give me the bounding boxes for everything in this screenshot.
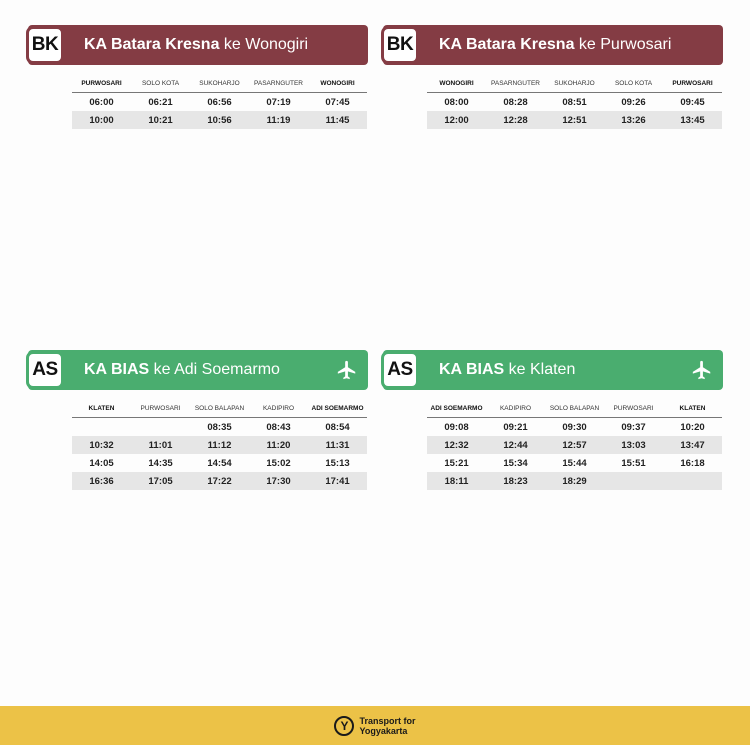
departure-time: 12:00 [427, 111, 486, 129]
departure-time: 14:05 [89, 457, 114, 469]
departure-time: 12:44 [486, 436, 545, 454]
timetable-header-row [72, 75, 367, 93]
station-header: PURWOSARI [604, 400, 663, 418]
table-row [427, 436, 722, 454]
route-title [439, 361, 575, 379]
departure-time: 09:21 [503, 421, 528, 433]
departure-time: 08:54 [325, 421, 350, 433]
table-row [72, 418, 367, 437]
departure-time: 08:35 [207, 421, 232, 433]
departure-time: 15:44 [562, 457, 587, 469]
departure-time: 12:28 [486, 111, 545, 129]
departure-time: 09:08 [444, 421, 469, 433]
departure-time: 09:45 [680, 96, 705, 108]
departure-time: 06:00 [89, 96, 114, 108]
transport-logo-icon: Y [334, 716, 354, 736]
route-badge [26, 26, 64, 64]
station-header: KLATEN [72, 400, 131, 418]
table-row [427, 111, 722, 129]
panel-header [383, 350, 723, 390]
departure-time: 07:19 [266, 96, 291, 108]
departure-time: 09:37 [621, 421, 646, 433]
departure-time: 12:32 [427, 436, 486, 454]
timetable [72, 400, 367, 490]
timetable [427, 75, 722, 129]
table-row [72, 436, 367, 454]
departure-time: 11:19 [249, 111, 308, 129]
route-title [439, 36, 671, 54]
route-badge [381, 351, 419, 389]
departure-time: 08:00 [444, 96, 469, 108]
station-header: PURWOSARI [663, 75, 722, 93]
departure-time: 11:12 [190, 436, 249, 454]
departure-time: 11:20 [249, 436, 308, 454]
table-row [427, 454, 722, 472]
departure-time: 06:56 [207, 96, 232, 108]
departure-time: 15:21 [444, 457, 469, 469]
brand-line-2: Yogyakarta [359, 725, 408, 736]
route-title [84, 361, 280, 379]
panel-bk-purwosari [383, 25, 723, 129]
panel-as-klaten [383, 350, 723, 490]
departure-time: 15:02 [266, 457, 291, 469]
station-header: PURWOSARI [131, 400, 190, 418]
departure-time: 12:57 [545, 436, 604, 454]
departure-time: 11:45 [308, 111, 367, 129]
route-code: BK [386, 34, 414, 55]
table-row [72, 472, 367, 490]
route-title-destination: ke Purwosari [574, 36, 672, 53]
departure-time: 15:34 [503, 457, 528, 469]
route-badge [381, 26, 419, 64]
route-title-name: KA BIAS [439, 361, 505, 378]
airplane-icon [691, 359, 713, 381]
station-header: WONOGIRI [427, 75, 486, 93]
departure-time: 10:21 [131, 111, 190, 129]
timetable-header-row [72, 400, 367, 418]
station-header: SOLO KOTA [131, 75, 190, 93]
departure-time: 18:29 [545, 472, 604, 490]
departure-time: 15:13 [325, 457, 350, 469]
timetable-header-row [427, 75, 722, 93]
route-code: AS [32, 359, 58, 380]
route-title-destination: ke Klaten [504, 361, 576, 378]
timetable-header-row [427, 400, 722, 418]
station-header: ADI SOEMARMO [308, 400, 367, 418]
station-header: PURWOSARI [72, 75, 131, 93]
timetable [427, 400, 722, 490]
departure-time: 12:51 [545, 111, 604, 129]
brand-line-1: Transport for [359, 715, 416, 726]
departure-time: 13:26 [604, 111, 663, 129]
departure-time [663, 472, 722, 490]
station-header: PASARNGUTER [249, 75, 308, 93]
station-header: SOLO BALAPAN [190, 400, 249, 418]
table-row [72, 454, 367, 472]
departure-time: 10:32 [72, 436, 131, 454]
panel-bk-wonogiri [28, 25, 368, 129]
route-code: AS [387, 359, 413, 380]
station-header: SOLO KOTA [604, 75, 663, 93]
route-badge [26, 351, 64, 389]
route-title-destination: ke Wonogiri [219, 36, 309, 53]
station-header: ADI SOEMARMO [427, 400, 486, 418]
departure-time: 14:35 [148, 457, 173, 469]
route-title [84, 36, 308, 54]
timetable [72, 75, 367, 129]
station-header: KADIPIRO [249, 400, 308, 418]
departure-time: 13:47 [663, 436, 722, 454]
departure-time: 17:05 [131, 472, 190, 490]
panel-as-adi-soemarmo [28, 350, 368, 490]
departure-time: 11:31 [308, 436, 367, 454]
departure-time: 17:22 [190, 472, 249, 490]
departure-time: 10:00 [72, 111, 131, 129]
departure-time [604, 472, 663, 490]
route-title-name: KA Batara Kresna [84, 36, 220, 53]
departure-time: 17:30 [249, 472, 308, 490]
departure-time [131, 418, 190, 437]
departure-time: 15:51 [621, 457, 646, 469]
station-header: PASARNGUTER [486, 75, 545, 93]
departure-time: 11:01 [131, 436, 190, 454]
table-row [427, 93, 722, 112]
station-header: SOLO BALAPAN [545, 400, 604, 418]
departure-time: 10:20 [680, 421, 705, 433]
departure-time: 13:45 [663, 111, 722, 129]
panel-header [28, 350, 368, 390]
panel-header [28, 25, 368, 65]
departure-time: 18:11 [427, 472, 486, 490]
departure-time: 08:43 [266, 421, 291, 433]
table-row [427, 472, 722, 490]
departure-time: 10:56 [190, 111, 249, 129]
footer-bar [0, 706, 750, 745]
departure-time: 17:41 [308, 472, 367, 490]
airplane-icon [336, 359, 358, 381]
departure-time: 14:54 [207, 457, 232, 469]
panel-header [383, 25, 723, 65]
station-header: KLATEN [663, 400, 722, 418]
table-row [72, 111, 367, 129]
route-title-destination: ke Adi Soemarmo [149, 361, 280, 378]
departure-time: 08:28 [503, 96, 528, 108]
brand-name [359, 716, 415, 736]
route-code: BK [31, 34, 59, 55]
departure-time: 07:45 [325, 96, 350, 108]
departure-time: 16:18 [680, 457, 705, 469]
departure-time: 09:26 [621, 96, 646, 108]
route-title-name: KA BIAS [84, 361, 150, 378]
departure-time: 08:51 [562, 96, 587, 108]
table-row [427, 418, 722, 437]
station-header: SUKOHARJO [190, 75, 249, 93]
departure-time: 09:30 [562, 421, 587, 433]
station-header: WONOGIRI [308, 75, 367, 93]
departure-time: 13:03 [604, 436, 663, 454]
departure-time: 06:21 [148, 96, 173, 108]
departure-time [72, 418, 131, 437]
route-title-name: KA Batara Kresna [439, 36, 575, 53]
table-row [72, 93, 367, 112]
departure-time: 16:36 [72, 472, 131, 490]
station-header: SUKOHARJO [545, 75, 604, 93]
departure-time: 18:23 [486, 472, 545, 490]
station-header: KADIPIRO [486, 400, 545, 418]
